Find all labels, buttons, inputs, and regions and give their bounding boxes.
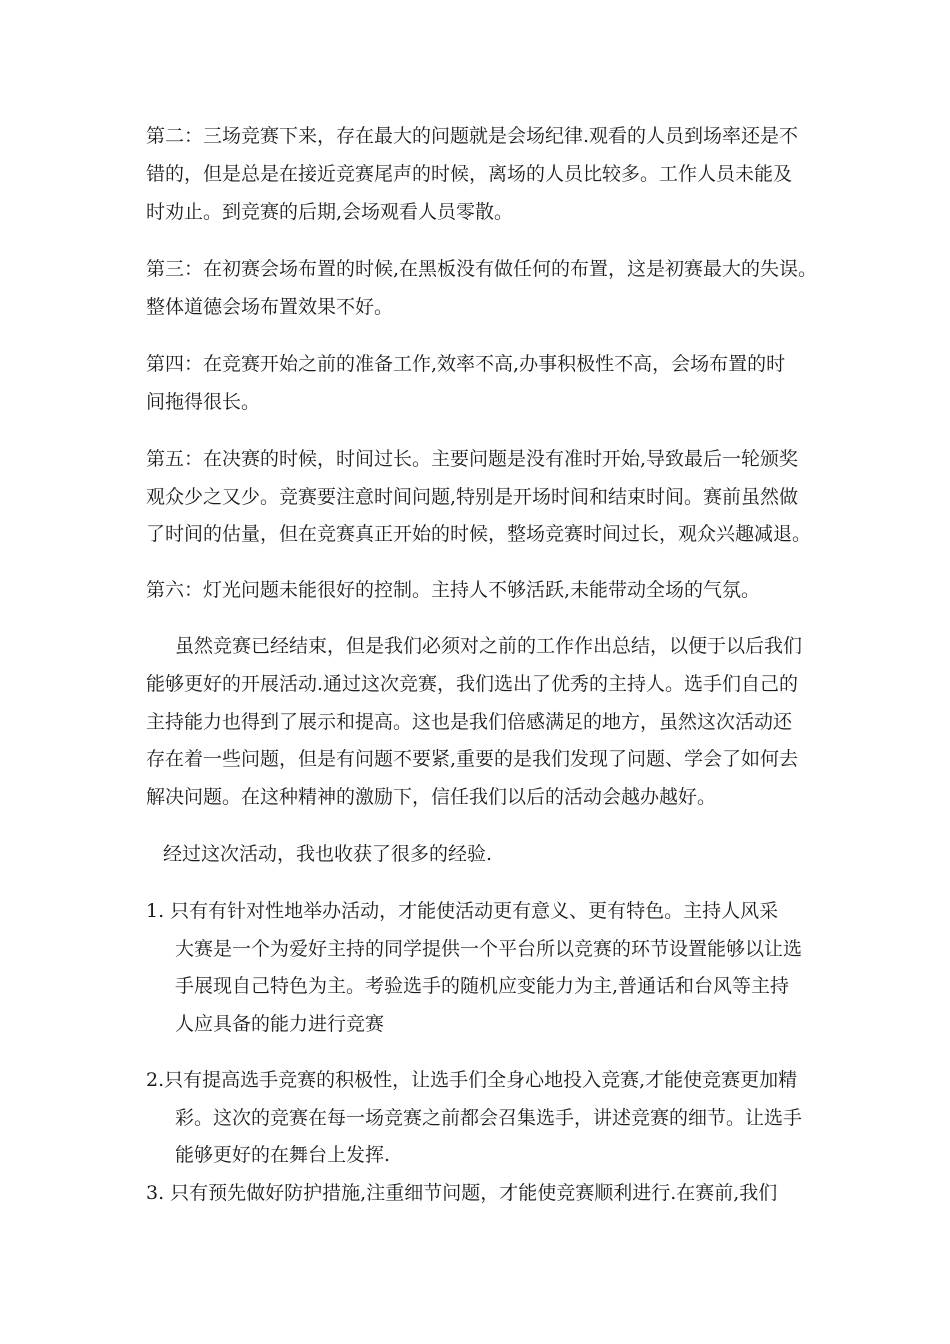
paragraph-2-line-3: 时劝止。到竞赛的后期,会场观看人员零散。 — [146, 201, 514, 223]
list-item-2-line-1: 2.只有提高选手竞赛的积极性，让选手们全身心地投入竞赛,才能使竞赛更加精 — [146, 1069, 798, 1091]
list-item-1-line-2: 大赛是一个为爱好主持的同学提供一个平台所以竞赛的环节设置能够以让选 — [175, 938, 803, 960]
experience-intro: 经过这次活动，我也收获了很多的经验. — [163, 843, 493, 865]
summary-line-5: 解决问题。在这种精神的激励下，信任我们以后的活动会越办越好。 — [146, 786, 717, 808]
summary-line-4: 存在着一些问题，但是有问题不要紧,重要的是我们发现了问题、学会了如何去 — [146, 748, 799, 770]
list-item-2-line-2: 彩。这次的竞赛在每一场竞赛之前都会召集选手，讲述竞赛的细节。让选手 — [175, 1107, 803, 1129]
paragraph-5-line-3: 了时间的估量，但在竞赛真正开始的时候，整场竞赛时间过长，观众兴趣减退。 — [146, 523, 812, 545]
summary-line-1: 虽然竞赛已经结束，但是我们必须对之前的工作作出总结，以便于以后我们 — [175, 635, 803, 657]
list-item-3-line-1: 3. 只有预先做好防护措施,注重细节问题，才能使竞赛顺利进行.在赛前,我们 — [146, 1182, 778, 1204]
paragraph-4-line-2: 间拖得很长。 — [146, 391, 261, 413]
list-item-2-line-3: 能够更好的在舞台上发挥. — [175, 1144, 391, 1166]
paragraph-3-line-2: 整体道德会场布置效果不好。 — [146, 296, 394, 318]
paragraph-6-line-1: 第六：灯光问题未能很好的控制。主持人不够活跃,未能带动全场的气氛。 — [146, 579, 761, 601]
paragraph-5-line-1: 第五：在决赛的时候，时间过长。主要问题是没有准时开始,导致最后一轮颁奖 — [146, 448, 799, 470]
paragraph-5-line-2: 观众少之又少。竞赛要注意时间问题,特别是开场时间和结束时间。赛前虽然做 — [146, 486, 799, 508]
summary-line-2: 能够更好的开展活动.通过这次竞赛，我们选出了优秀的主持人。选手们自己的 — [146, 673, 799, 695]
list-item-1-line-3: 手展现自己特色为主。考验选手的随机应变能力为主,普通话和台风等主持 — [175, 975, 790, 997]
list-item-1-line-1: 1. 只有有针对性地举办活动，才能使活动更有意义、更有特色。主持人风采 — [146, 900, 779, 922]
paragraph-2-line-1: 第二：三场竞赛下来，存在最大的问题就是会场纪律.观看的人员到场率还是不 — [146, 125, 799, 147]
paragraph-4-line-1: 第四：在竞赛开始之前的准备工作,效率不高,办事积极性不高，会场布置的时 — [146, 353, 786, 375]
paragraph-2-line-2: 错的，但是总是在接近竞赛尾声的时候，离场的人员比较多。工作人员未能及 — [146, 163, 793, 185]
paragraph-3-line-1: 第三：在初赛会场布置的时候,在黑板没有做任何的布置，这是初赛最大的失误。 — [146, 258, 818, 280]
list-item-1-line-4: 人应具备的能力进行竞赛 — [175, 1013, 385, 1035]
summary-line-3: 主持能力也得到了展示和提高。这也是我们倍感满足的地方，虽然这次活动还 — [146, 711, 793, 733]
